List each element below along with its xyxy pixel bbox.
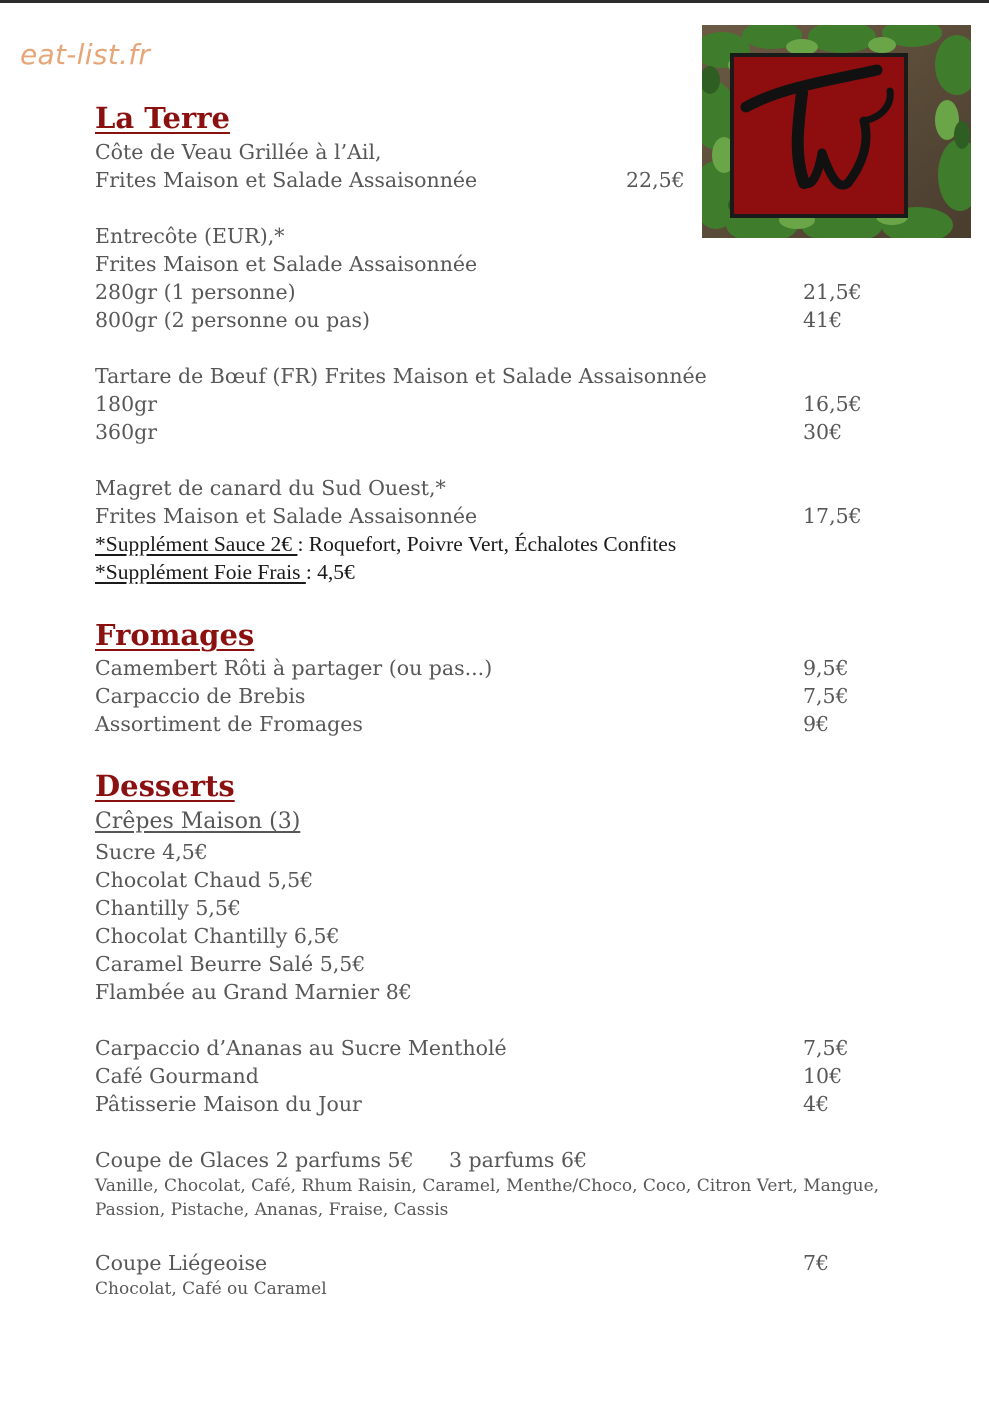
- item-fromage: Assortiment de Fromages: [95, 712, 363, 736]
- price-tartare-option1: 16,5€: [803, 392, 862, 416]
- crepe-item: Chocolat Chantilly 6,5€: [95, 924, 340, 948]
- heading-la-terre: La Terre: [95, 101, 230, 135]
- price-fromage: 7,5€: [803, 684, 849, 708]
- item-fromage: Carpaccio de Brebis: [95, 684, 306, 708]
- item-veau-line2: Frites Maison et Salade Assaisonnée: [95, 168, 478, 192]
- watermark: eat-list.fr: [20, 38, 151, 71]
- dessert-item: Pâtisserie Maison du Jour: [95, 1092, 362, 1116]
- crepe-item: Sucre 4,5€: [95, 840, 208, 864]
- dessert-price: 4€: [803, 1092, 830, 1116]
- item-entrecote-line2: Frites Maison et Salade Assaisonnée: [95, 252, 478, 276]
- crepes-title: Crêpes Maison (3): [95, 809, 301, 834]
- item-entrecote-line1: Entrecôte (EUR),*: [95, 224, 285, 248]
- glaces-three-flavours: 3 parfums 6€: [449, 1148, 588, 1172]
- price-entrecote-option2: 41€: [803, 308, 843, 332]
- item-magret-line1: Magret de canard du Sud Ouest,*: [95, 476, 446, 500]
- dessert-item: Café Gourmand: [95, 1064, 259, 1088]
- parfums-line2: Passion, Pistache, Ananas, Fraise, Cassis: [95, 1200, 449, 1220]
- item-entrecote-option1: 280gr (1 personne): [95, 280, 296, 304]
- item-magret-line2: Frites Maison et Salade Assaisonnée: [95, 504, 478, 528]
- item-tartare-line1: Tartare de Bœuf (FR) Frites Maison et Salade Assaisonnée: [95, 364, 707, 388]
- crepe-item: Chantilly 5,5€: [95, 896, 241, 920]
- parfums-line1: Vanille, Chocolat, Café, Rhum Raisin, Caramel, Menthe/Choco, Coco, Citron Vert, Mangue,: [95, 1176, 880, 1196]
- price-tartare-option2: 30€: [803, 420, 843, 444]
- heading-fromages: Fromages: [95, 618, 255, 652]
- crepe-item: Caramel Beurre Salé 5,5€: [95, 952, 366, 976]
- glaces-two-flavours: Coupe de Glaces 2 parfums 5€: [95, 1148, 414, 1172]
- item-veau-line1: Côte de Veau Grillée à l’Ail,: [95, 140, 382, 164]
- item-entrecote-option2: 800gr (2 personne ou pas): [95, 308, 371, 332]
- price-magret: 17,5€: [803, 504, 862, 528]
- heading-desserts: Desserts: [95, 769, 235, 803]
- price-entrecote-option1: 21,5€: [803, 280, 862, 304]
- supplement-foie-label: *Supplément Foie Frais: [95, 560, 306, 584]
- price-fromage: 9€: [803, 712, 830, 736]
- price-fromage: 9,5€: [803, 656, 849, 680]
- item-tartare-option2: 360gr: [95, 420, 158, 444]
- price-veau: 22,5€: [626, 168, 685, 192]
- dessert-price: 7,5€: [803, 1036, 849, 1060]
- supplement-sauce-label: *Supplément Sauce 2€: [95, 532, 298, 556]
- item-liegeoise: Coupe Liégeoise: [95, 1251, 268, 1275]
- crepe-item: Chocolat Chaud 5,5€: [95, 868, 314, 892]
- price-liegeoise: 7€: [803, 1251, 830, 1275]
- restaurant-logo-icon: [702, 25, 971, 238]
- item-fromage: Camembert Rôti à partager (ou pas...): [95, 656, 493, 680]
- crepe-item: Flambée au Grand Marnier 8€: [95, 980, 412, 1004]
- dessert-price: 10€: [803, 1064, 843, 1088]
- dessert-item: Carpaccio d’Ananas au Sucre Mentholé: [95, 1036, 507, 1060]
- supplement-foie-text: : 4,5€: [305, 560, 355, 584]
- supplement-sauce: [95, 534, 676, 556]
- liegeoise-flavours: Chocolat, Café ou Caramel: [95, 1279, 327, 1299]
- supplement-foie: [95, 562, 355, 584]
- item-tartare-option1: 180gr: [95, 392, 158, 416]
- supplement-sauce-text: : Roquefort, Poivre Vert, Échalotes Confites: [297, 532, 677, 556]
- top-border: [0, 0, 989, 3]
